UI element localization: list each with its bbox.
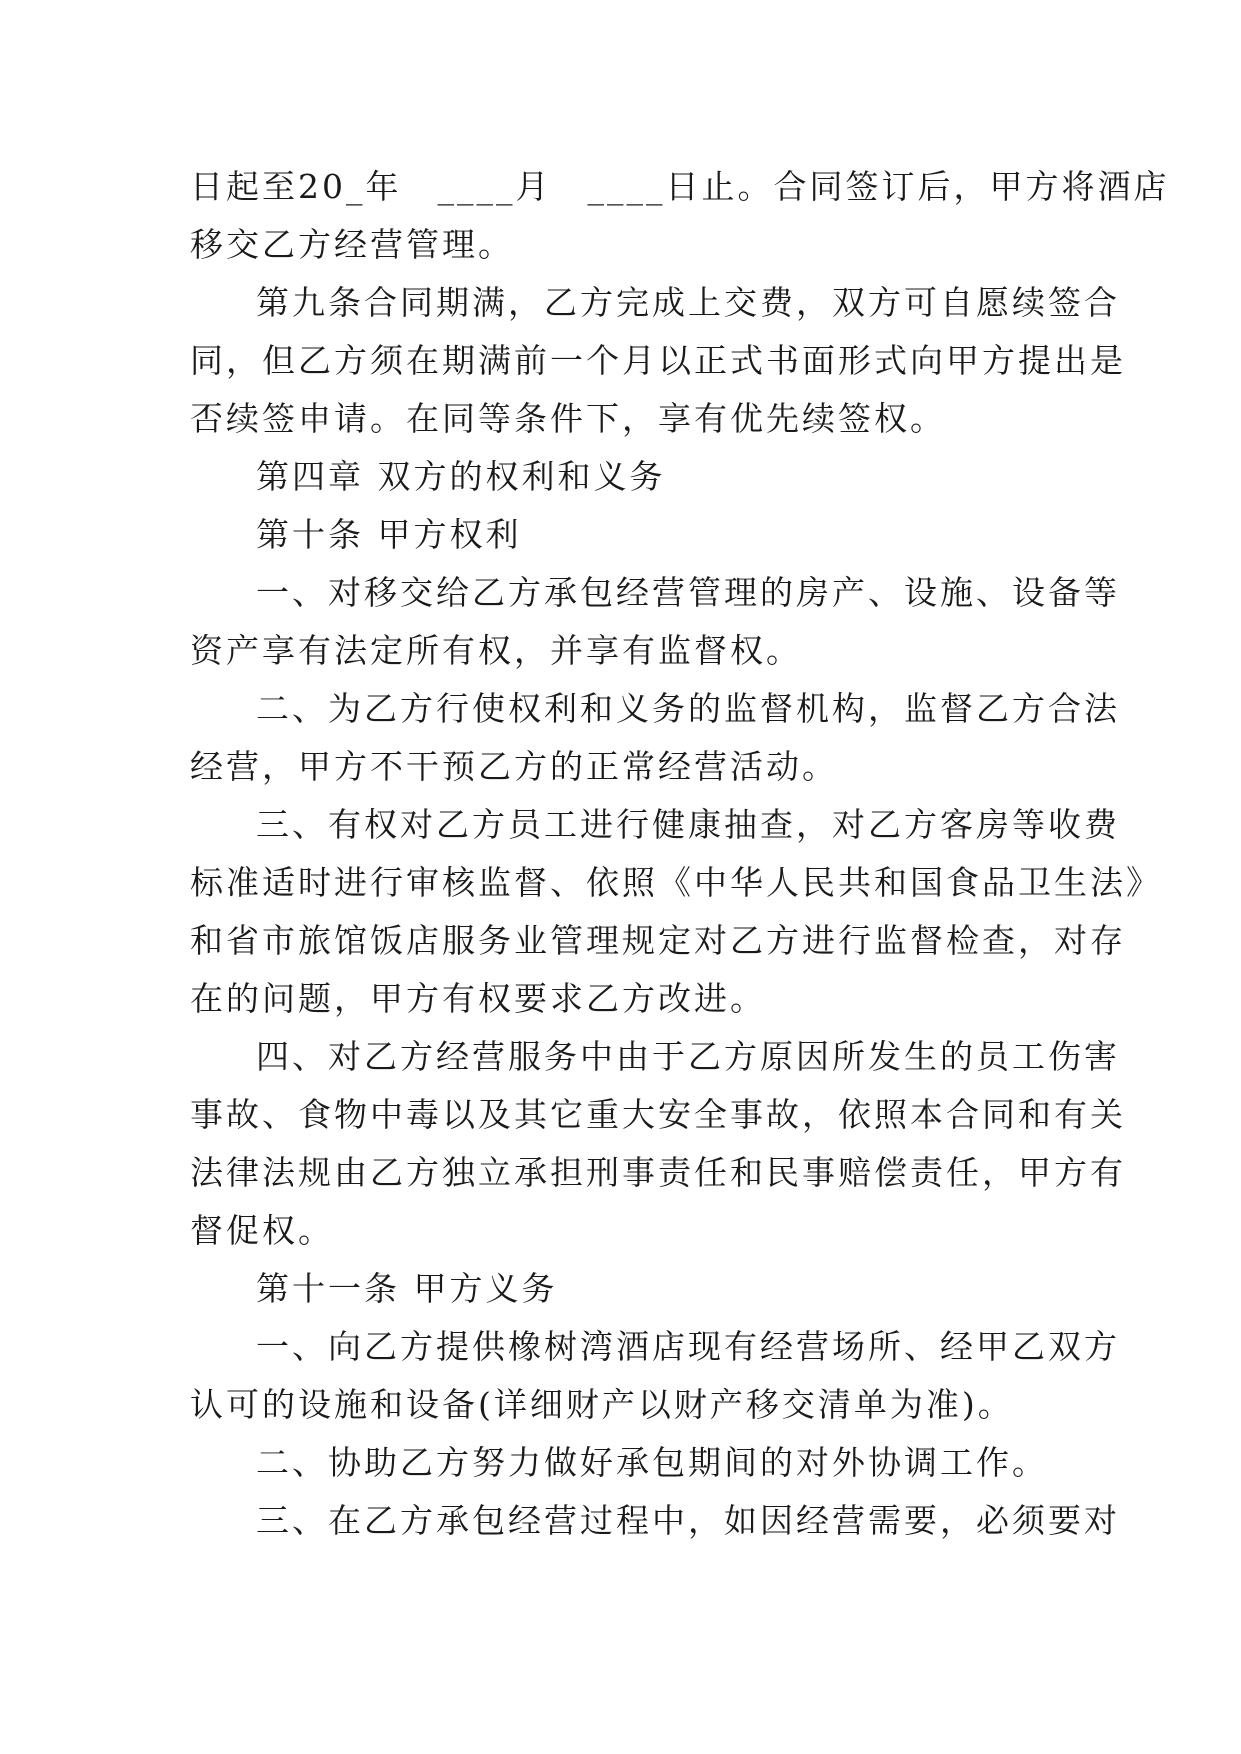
text-line-22: 认可的设施和设备(详细财产以财产移交清单为准)。 [190,1385,1014,1424]
article-heading-10: 第十条 甲方权利 [256,515,522,554]
text-line-3: 第九条合同期满，乙方完成上交费，双方可自愿续签合 [256,283,1120,322]
text-line-13: 标准适时进行审核监督、依照《中华人民共和国食品卫生法》 [190,863,1162,902]
document-page [190,158,1170,1550]
text-line-24: 三、在乙方承包经营过程中，如因经营需要，必须要对 [256,1501,1120,1540]
text-line-4: 同，但乙方须在期满前一个月以正式书面形式向甲方提出是 [190,341,1126,380]
text-line-10: 二、为乙方行使权利和义务的监督机构，监督乙方合法 [256,689,1120,728]
text-line-9: 资产享有法定所有权，并享有监督权。 [190,631,802,670]
text-line-17: 事故、食物中毒以及其它重大安全事故，依照本合同和有关 [190,1095,1126,1134]
text-line-19: 督促权。 [190,1211,334,1250]
text-line-1: 日起至20_年 ____月 ____日止。合同签订后，甲方将酒店 [190,167,1170,206]
article-heading-11: 第十一条 甲方义务 [256,1269,558,1308]
text-line-12: 三、有权对乙方员工进行健康抽查，对乙方客房等收费 [256,805,1120,844]
text-line-14: 和省市旅馆饭店服务业管理规定对乙方进行监督检查，对存 [190,921,1126,960]
text-line-2: 移交乙方经营管理。 [190,225,514,264]
chapter-heading: 第四章 双方的权利和义务 [256,457,666,496]
text-line-11: 经营，甲方不干预乙方的正常经营活动。 [190,747,838,786]
text-line-16: 四、对乙方经营服务中由于乙方原因所发生的员工伤害 [256,1037,1120,1076]
text-line-21: 一、向乙方提供橡树湾酒店现有经营场所、经甲乙双方 [256,1327,1120,1366]
text-line-18: 法律法规由乙方独立承担刑事责任和民事赔偿责任，甲方有 [190,1153,1126,1192]
text-line-15: 在的问题，甲方有权要求乙方改进。 [190,979,766,1018]
text-line-23: 二、协助乙方努力做好承包期间的对外协调工作。 [256,1443,1048,1482]
text-line-8: 一、对移交给乙方承包经营管理的房产、设施、设备等 [256,573,1120,612]
text-line-5: 否续签申请。在同等条件下，享有优先续签权。 [190,399,946,438]
